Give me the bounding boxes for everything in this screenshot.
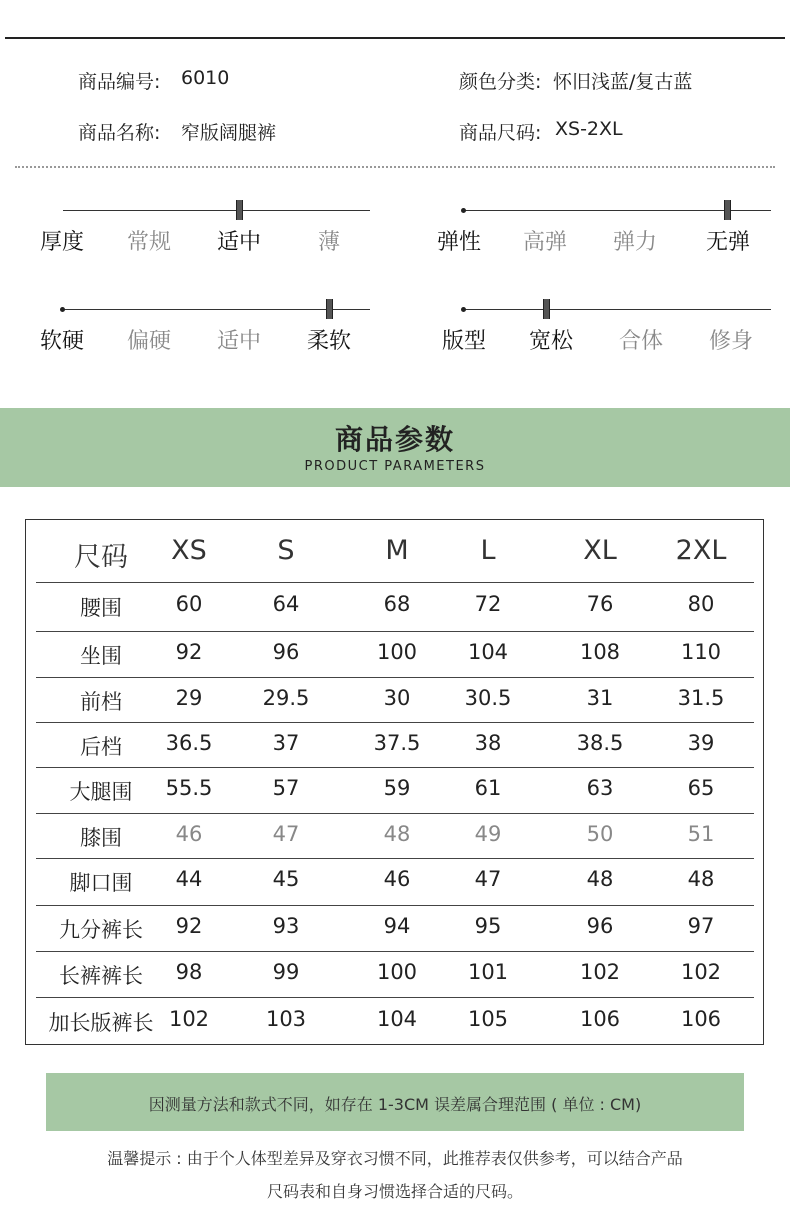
table-cell: 37 bbox=[272, 731, 300, 755]
table-cell: 55.5 bbox=[165, 776, 213, 800]
table-cell: 29.5 bbox=[262, 686, 310, 710]
thickness-option-3: 薄 bbox=[317, 230, 341, 255]
table-cell: 68 bbox=[383, 592, 411, 616]
product-code-label: 商品编号: bbox=[78, 71, 161, 93]
measurement-note: 因测量方法和款式不同，如存在 1-3CM 误差属合理范围 ( 单位 : CM) bbox=[148, 1095, 642, 1114]
table-cell: 48 bbox=[687, 867, 715, 891]
elasticity-option-2: 弹力 bbox=[612, 230, 658, 255]
table-cell: 108 bbox=[579, 640, 621, 664]
table-cell: 38.5 bbox=[576, 731, 624, 755]
table-row-divider bbox=[36, 997, 754, 998]
table-cell: 47 bbox=[272, 822, 300, 846]
size-header-cell: 2XL bbox=[675, 535, 727, 566]
fit-option-3: 修身 bbox=[708, 329, 754, 354]
table-row-label: 后档 bbox=[80, 735, 122, 759]
section-title: 商品参数 bbox=[334, 423, 455, 456]
table-cell: 98 bbox=[175, 960, 203, 984]
size-header-label: 尺码 bbox=[74, 542, 128, 573]
product-name-value: 窄版阔腿裤 bbox=[181, 122, 277, 144]
table-cell: 50 bbox=[586, 822, 614, 846]
table-cell: 95 bbox=[474, 914, 502, 938]
elasticity-option-3: 无弹 bbox=[705, 230, 751, 255]
table-cell: 100 bbox=[376, 960, 418, 984]
size-header-cell: M bbox=[385, 535, 409, 566]
table-row-divider bbox=[36, 858, 754, 859]
thickness-option-2: 适中 bbox=[216, 230, 262, 255]
table-cell: 104 bbox=[467, 640, 509, 664]
table-cell: 101 bbox=[467, 960, 509, 984]
table-row-label: 膝围 bbox=[80, 826, 122, 850]
table-cell: 51 bbox=[687, 822, 715, 846]
table-cell: 31.5 bbox=[677, 686, 725, 710]
softness-option-3: 柔软 bbox=[306, 329, 352, 354]
table-row-label: 九分裤长 bbox=[59, 918, 143, 942]
table-cell: 31 bbox=[586, 686, 614, 710]
table-cell: 46 bbox=[175, 822, 203, 846]
table-cell: 102 bbox=[680, 960, 722, 984]
product-name-label: 商品名称: bbox=[78, 122, 161, 144]
table-row-label: 长裤裤长 bbox=[59, 964, 143, 988]
table-cell: 110 bbox=[680, 640, 722, 664]
table-cell: 63 bbox=[586, 776, 614, 800]
table-cell: 39 bbox=[687, 731, 715, 755]
table-cell: 29 bbox=[175, 686, 203, 710]
table-row-divider bbox=[36, 767, 754, 768]
table-row-divider bbox=[36, 631, 754, 632]
table-row-label: 加长版裤长 bbox=[48, 1011, 154, 1035]
table-cell: 30 bbox=[383, 686, 411, 710]
table-row-label: 腰围 bbox=[80, 596, 122, 620]
table-cell: 97 bbox=[687, 914, 715, 938]
table-cell: 47 bbox=[474, 867, 502, 891]
table-cell: 59 bbox=[383, 776, 411, 800]
table-row-divider bbox=[36, 582, 754, 583]
softness-option-2: 适中 bbox=[216, 329, 262, 354]
table-cell: 37.5 bbox=[373, 731, 421, 755]
table-cell: 94 bbox=[383, 914, 411, 938]
table-cell: 96 bbox=[586, 914, 614, 938]
size-label: 商品尺码: bbox=[459, 122, 542, 144]
size-value: XS-2XL bbox=[555, 118, 623, 140]
color-label: 颜色分类: bbox=[459, 71, 542, 93]
thickness-title: 厚度 bbox=[39, 230, 85, 255]
table-cell: 45 bbox=[272, 867, 300, 891]
table-cell: 61 bbox=[474, 776, 502, 800]
table-row-divider bbox=[36, 951, 754, 952]
table-cell: 48 bbox=[586, 867, 614, 891]
table-row-label: 坐围 bbox=[80, 644, 122, 668]
fit-option-1: 宽松 bbox=[528, 329, 574, 354]
color-value: 怀旧浅蓝/复古蓝 bbox=[553, 71, 693, 93]
table-cell: 57 bbox=[272, 776, 300, 800]
section-subtitle: PRODUCT PARAMETERS bbox=[304, 459, 486, 474]
size-header-cell: XL bbox=[583, 535, 617, 566]
table-row-label: 脚口围 bbox=[69, 871, 133, 895]
table-cell: 72 bbox=[474, 592, 502, 616]
elasticity-option-1: 高弹 bbox=[522, 230, 568, 255]
table-cell: 106 bbox=[579, 1007, 621, 1031]
table-cell: 64 bbox=[272, 592, 300, 616]
table-cell: 80 bbox=[687, 592, 715, 616]
table-row-label: 大腿围 bbox=[69, 780, 133, 804]
table-cell: 65 bbox=[687, 776, 715, 800]
table-row-divider bbox=[36, 905, 754, 906]
table-cell: 48 bbox=[383, 822, 411, 846]
table-cell: 76 bbox=[586, 592, 614, 616]
table-cell: 93 bbox=[272, 914, 300, 938]
table-cell: 104 bbox=[376, 1007, 418, 1031]
elasticity-title: 弹性 bbox=[436, 230, 482, 255]
table-cell: 49 bbox=[474, 822, 502, 846]
table-cell: 102 bbox=[579, 960, 621, 984]
table-cell: 96 bbox=[272, 640, 300, 664]
fit-title: 版型 bbox=[441, 329, 487, 354]
table-cell: 46 bbox=[383, 867, 411, 891]
table-cell: 60 bbox=[175, 592, 203, 616]
table-cell: 106 bbox=[680, 1007, 722, 1031]
softness-title: 软硬 bbox=[39, 329, 85, 354]
table-cell: 38 bbox=[474, 731, 502, 755]
table-row-divider bbox=[36, 722, 754, 723]
tip-line-1: 温馨提示 : 由于个人体型差异及穿衣习惯不同，此推荐表仅供参考，可以结合产品 bbox=[107, 1149, 683, 1168]
table-row-divider bbox=[36, 677, 754, 678]
table-cell: 103 bbox=[265, 1007, 307, 1031]
table-row-label: 前档 bbox=[80, 690, 122, 714]
tip-line-2: 尺码表和自身习惯选择合适的尺码。 bbox=[266, 1182, 523, 1201]
thickness-option-1: 常规 bbox=[126, 230, 172, 255]
product-code-value: 6010 bbox=[181, 67, 230, 89]
table-cell: 99 bbox=[272, 960, 300, 984]
fit-option-2: 合体 bbox=[618, 329, 664, 354]
table-cell: 36.5 bbox=[165, 731, 213, 755]
table-cell: 102 bbox=[168, 1007, 210, 1031]
table-cell: 92 bbox=[175, 640, 203, 664]
table-row-divider bbox=[36, 813, 754, 814]
size-header-cell: S bbox=[277, 535, 295, 566]
softness-option-1: 偏硬 bbox=[126, 329, 172, 354]
table-cell: 105 bbox=[467, 1007, 509, 1031]
size-header-cell: XS bbox=[171, 535, 207, 566]
table-cell: 44 bbox=[175, 867, 203, 891]
table-cell: 100 bbox=[376, 640, 418, 664]
size-header-cell: L bbox=[480, 535, 496, 566]
table-cell: 30.5 bbox=[464, 686, 512, 710]
table-cell: 92 bbox=[175, 914, 203, 938]
